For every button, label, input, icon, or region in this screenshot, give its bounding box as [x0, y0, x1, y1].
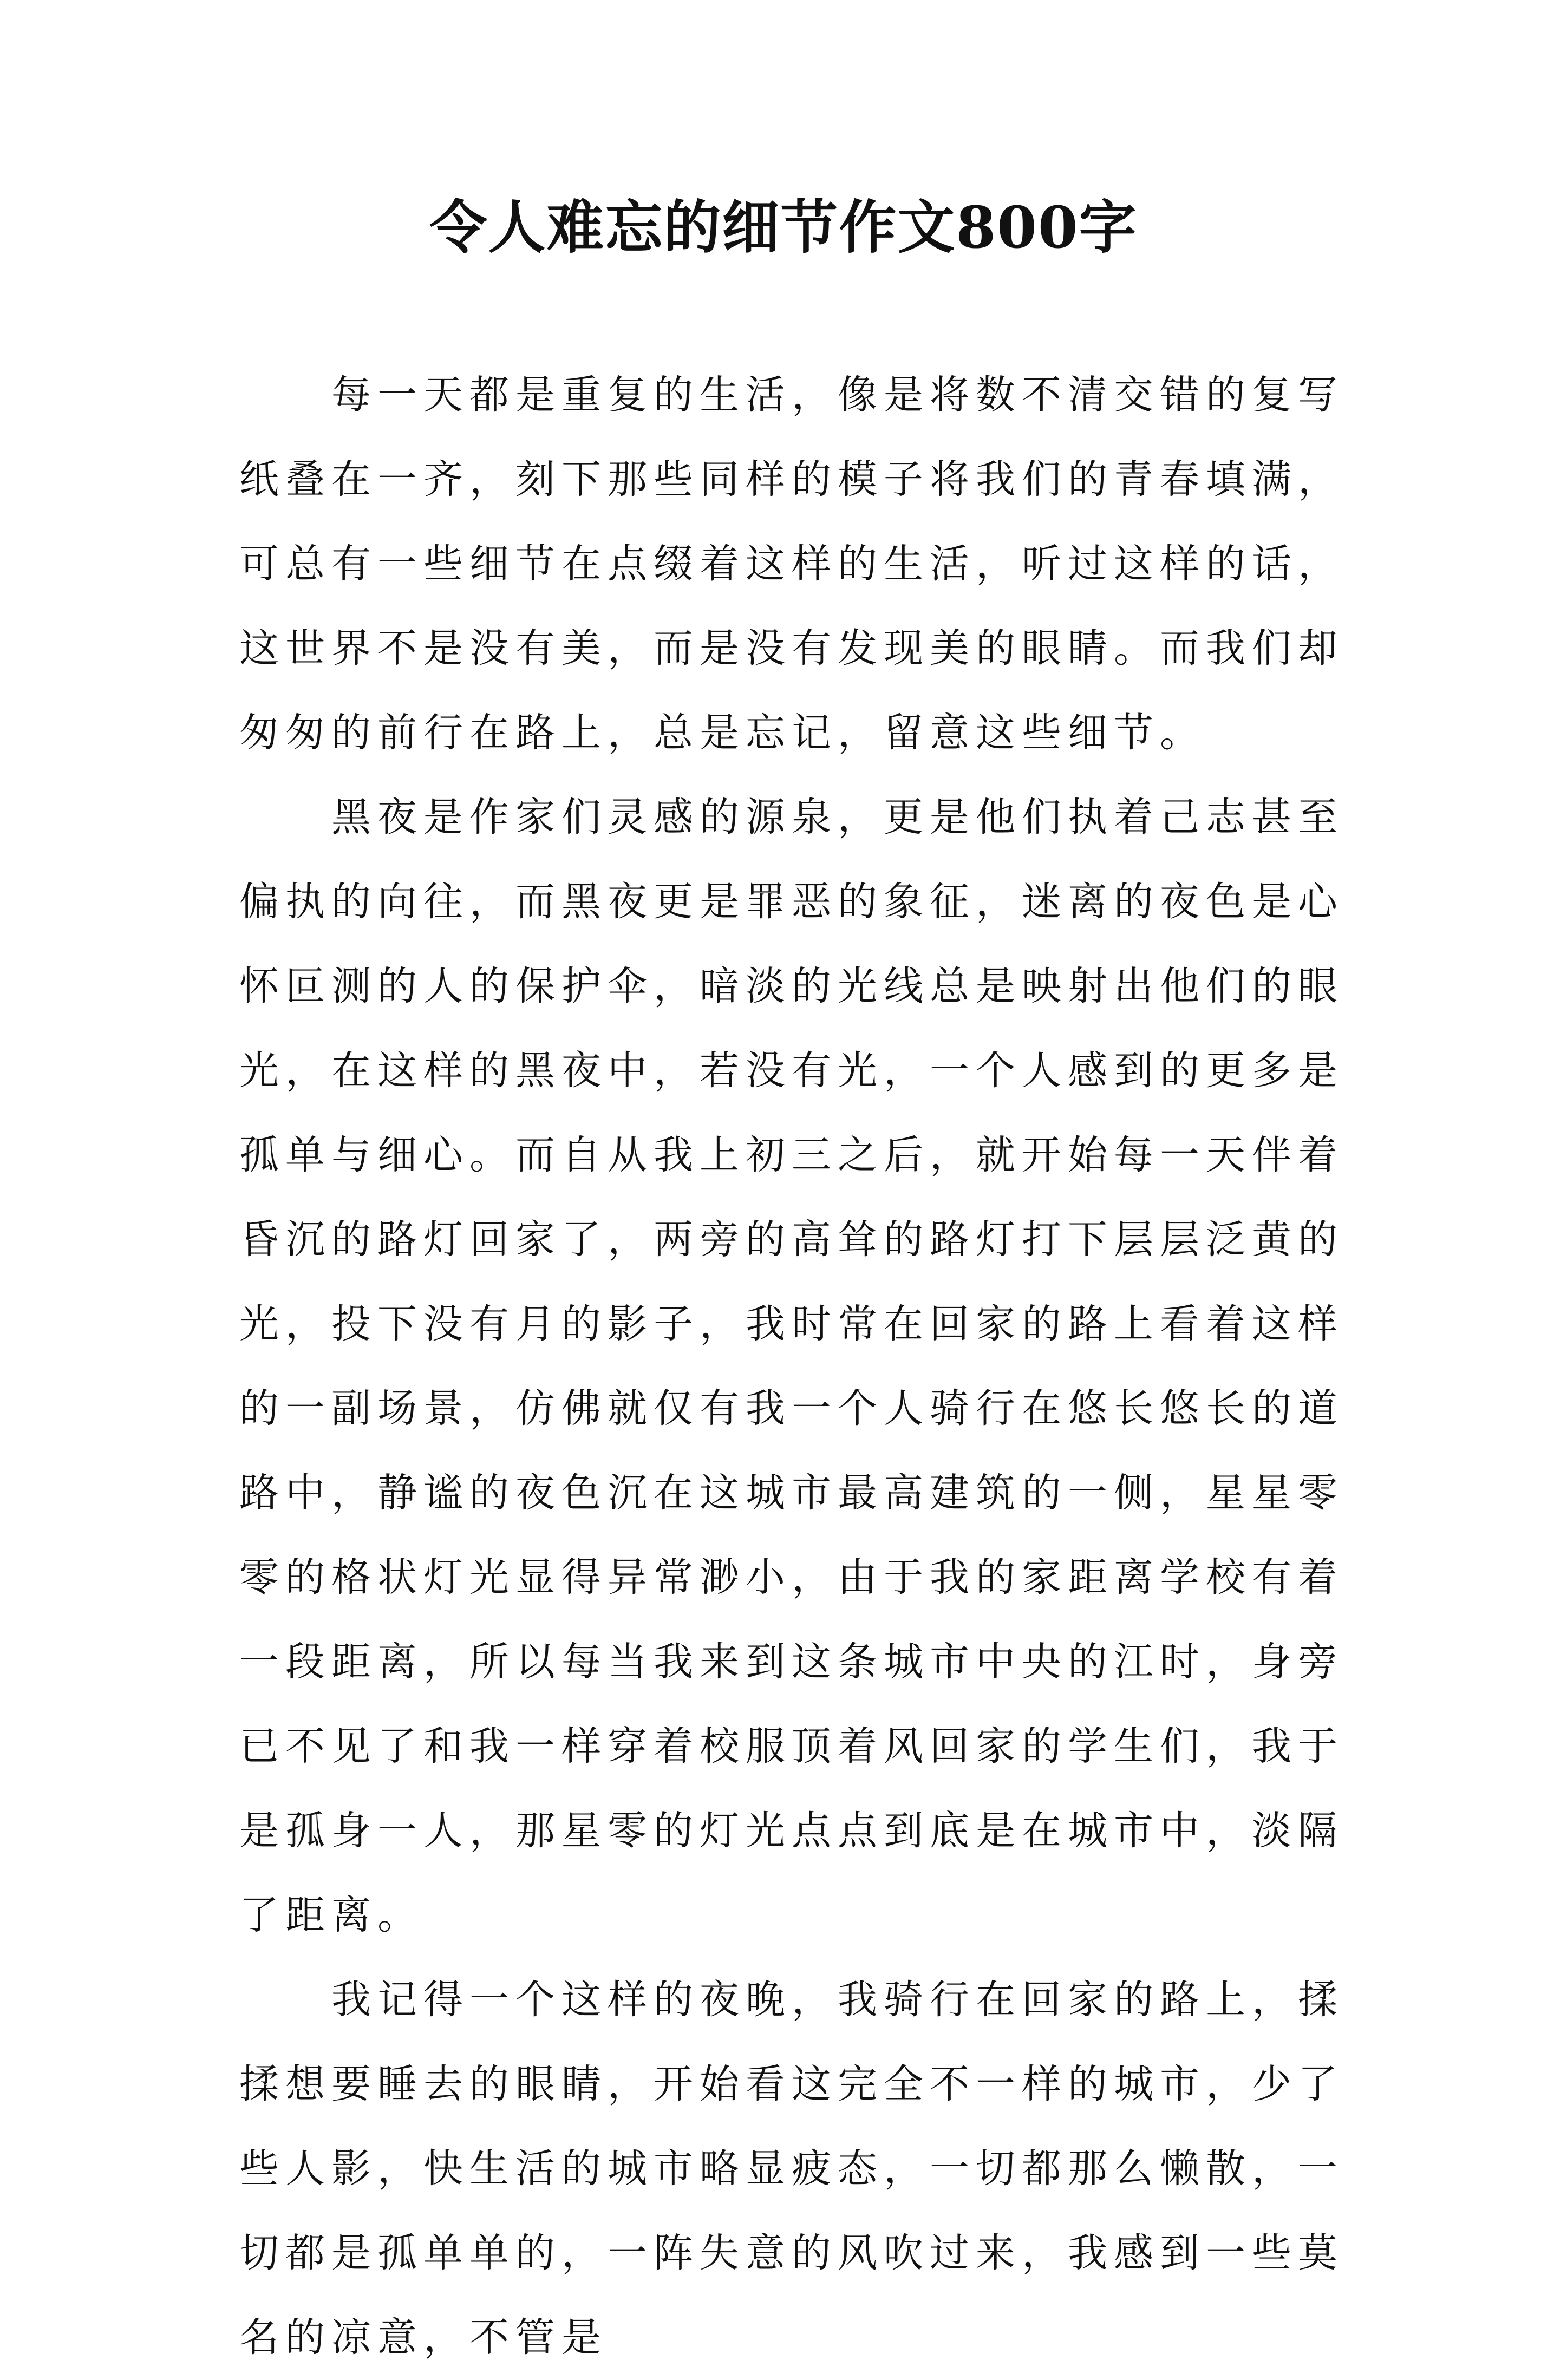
document-title: 令人难忘的细节作文800字 [429, 193, 1138, 261]
paragraph-3: 我记得一个这样的夜晚，我骑行在回家的路上，揉揉想要睡去的眼睛，开始看这完全不一样的城市，少了些人影，快生活的城市略显疲态，一切都那么懒散，一切都是孤单单的，一阵失意的风吹过来，我感到一些莫名的凉意，不管是 [239, 1977, 1344, 2361]
paragraph-2: 黑夜是作家们灵感的源泉，更是他们执着己志甚至偏执的向往，而黑夜更是罪恶的象征，迷离的夜色是心怀叵测的人的保护伞，暗淡的光线总是映射出他们的眼光，在这样的黑夜中，若没有光，一个人感到的更多是孤单与细心。而自从我上初三之后，就开始每一天伴着昏沉的路灯回家了，两旁的高耸的路灯打下层层泛黄的光，投下没有月的影子，我时常在回家的路上看着这样的一副场景，仿佛就仅有我一个人骑行在悠长悠长的道路中，静谧的夜色沉在这城市最高建筑的一侧，星星零零的格状灯光显得异常渺小，由于我的家距离学校有着一段距离，所以每当我来到这条城市中央的江时，身旁已不见了和我一样穿着校服顶着风回家的学生们，我于是孤身一人，那星零的灯光点点到底是在城市中，淡隔了距离。 [239, 794, 1344, 1938]
document-body [239, 353, 1344, 2380]
paragraph-1: 每一天都是重复的生活，像是将数不清交错的复写纸叠在一齐，刻下那些同样的模子将我们的青春填满，可总有一些细节在点缀着这样的生活，听过这样的话，这世界不是没有美，而是没有发现美的眼睛。而我们却匆匆的前行在路上，总是忘记，留意这些细节。 [239, 372, 1344, 756]
